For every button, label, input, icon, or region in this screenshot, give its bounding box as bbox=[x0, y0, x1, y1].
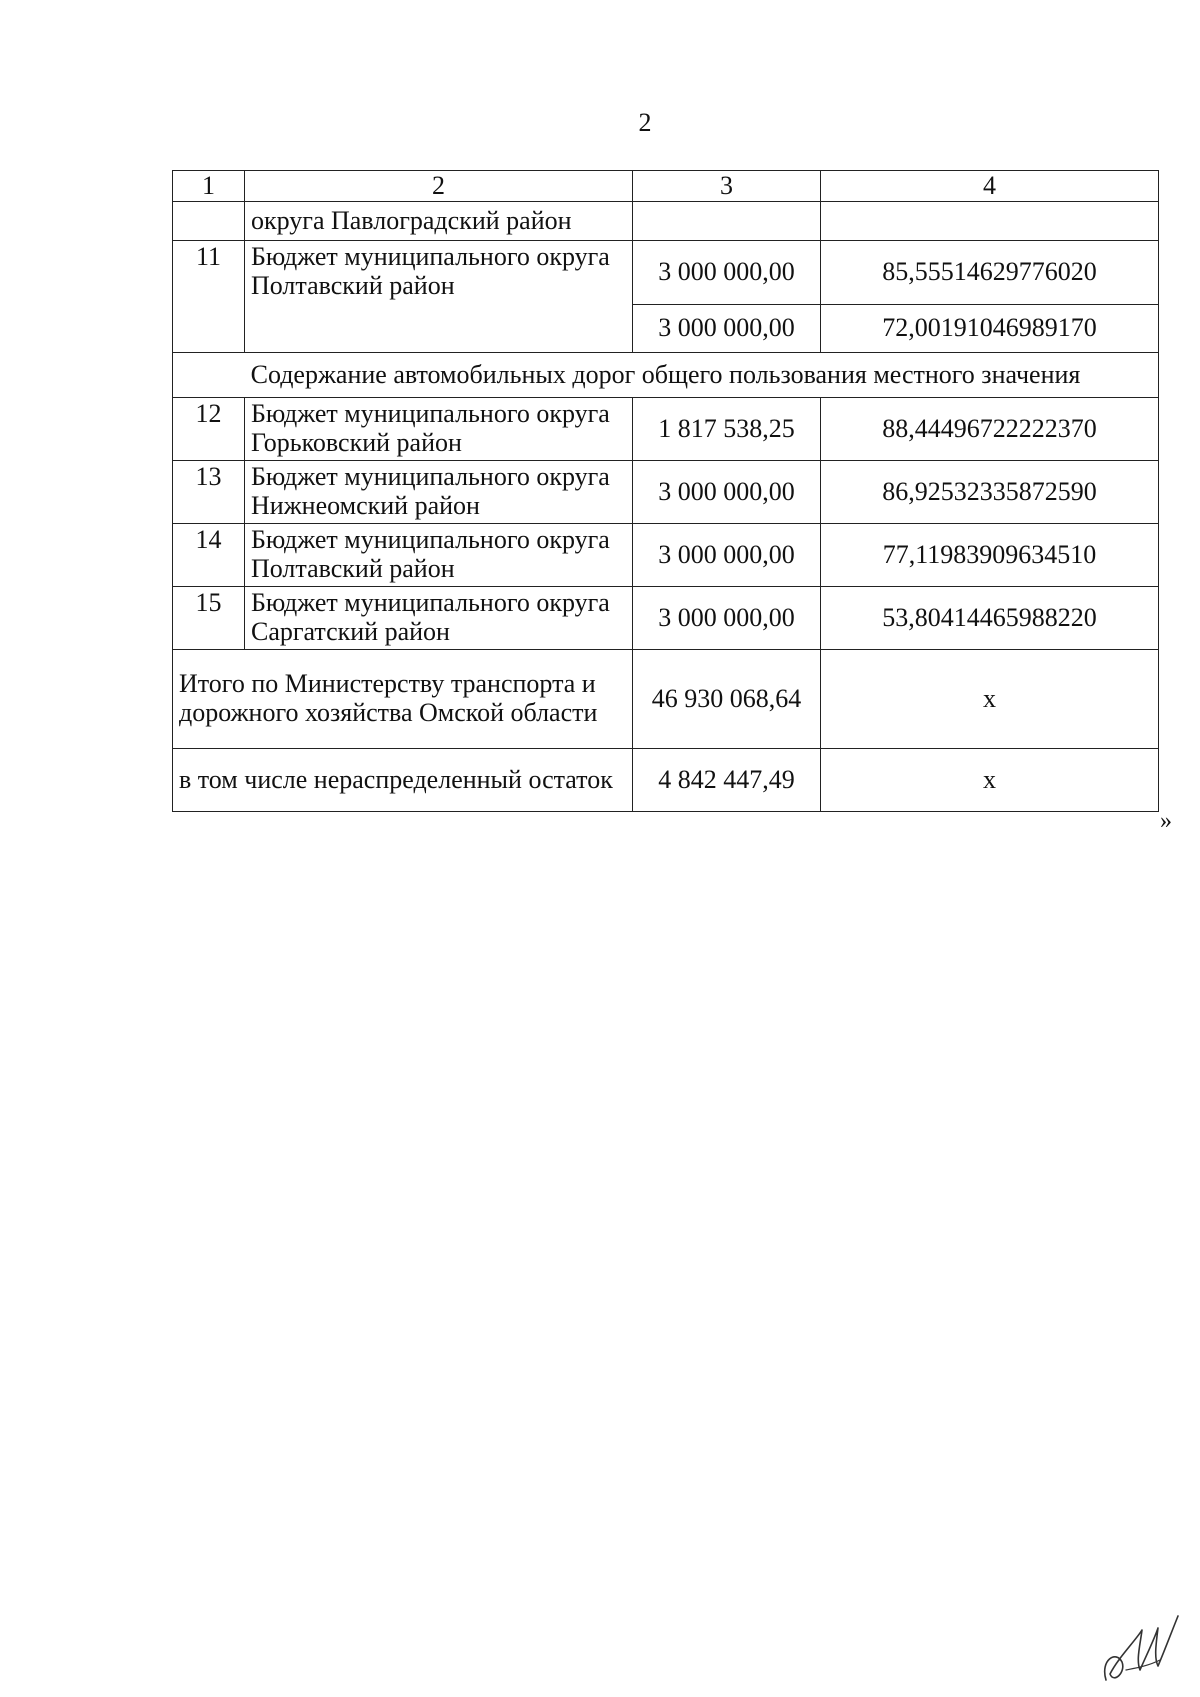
row-coefficient: 88,44496722222370 bbox=[821, 398, 1159, 461]
row-number: 12 bbox=[173, 398, 245, 461]
table-row bbox=[173, 461, 1159, 524]
remainder-amount: 4 842 447,49 bbox=[633, 749, 821, 812]
row-name: Бюджет муниципального округа Полтавский район bbox=[245, 524, 633, 587]
row-name: округа Павлоградский район bbox=[245, 202, 633, 241]
row-number bbox=[173, 202, 245, 241]
row-amount: 3 000 000,00 bbox=[633, 524, 821, 587]
row-amount: 3 000 000,00 bbox=[633, 461, 821, 524]
table-header-row bbox=[173, 171, 1159, 202]
row-name: Бюджет муниципального округа Саргатский район bbox=[245, 587, 633, 650]
total-amount: 46 930 068,64 bbox=[633, 650, 821, 749]
remainder-label: в том числе нераспределенный остаток bbox=[173, 749, 633, 812]
row-amount: 3 000 000,00 bbox=[633, 241, 821, 305]
header-col-2: 2 bbox=[245, 171, 633, 202]
signature-mark bbox=[1096, 1600, 1186, 1690]
total-x: х bbox=[821, 650, 1159, 749]
section-title: Содержание автомобильных дорог общего пользования местного значения bbox=[173, 353, 1159, 398]
header-col-3: 3 bbox=[633, 171, 821, 202]
row-coefficient: 77,11983909634510 bbox=[821, 524, 1159, 587]
row-coefficient: 85,55514629776020 bbox=[821, 241, 1159, 305]
row-name: Бюджет муниципального округа Горьковский район bbox=[245, 398, 633, 461]
row-amount bbox=[633, 202, 821, 241]
header-col-1: 1 bbox=[173, 171, 245, 202]
table-row bbox=[173, 524, 1159, 587]
row-number: 14 bbox=[173, 524, 245, 587]
row-name: Бюджет муниципального округа Полтавский район bbox=[245, 241, 633, 353]
table-row bbox=[173, 241, 1159, 305]
row-coefficient: 86,92532335872590 bbox=[821, 461, 1159, 524]
row-number: 13 bbox=[173, 461, 245, 524]
remainder-row bbox=[173, 749, 1159, 812]
header-col-4: 4 bbox=[821, 171, 1159, 202]
table-row bbox=[173, 398, 1159, 461]
total-label: Итого по Министерству транспорта и дорожного хозяйства Омской области bbox=[173, 650, 633, 749]
row-coefficient: 72,00191046989170 bbox=[821, 305, 1159, 353]
row-amount: 3 000 000,00 bbox=[633, 305, 821, 353]
table-row bbox=[173, 202, 1159, 241]
table-row bbox=[173, 587, 1159, 650]
row-coefficient: 53,80414465988220 bbox=[821, 587, 1159, 650]
budget-table bbox=[172, 170, 1159, 812]
section-row bbox=[173, 353, 1159, 398]
total-row bbox=[173, 650, 1159, 749]
page-number: 2 bbox=[638, 108, 652, 137]
row-number: 11 bbox=[173, 241, 245, 353]
remainder-x: х bbox=[821, 749, 1159, 812]
row-name: Бюджет муниципального округа Нижнеомский район bbox=[245, 461, 633, 524]
row-amount: 3 000 000,00 bbox=[633, 587, 821, 650]
row-coefficient bbox=[821, 202, 1159, 241]
row-number: 15 bbox=[173, 587, 245, 650]
row-amount: 1 817 538,25 bbox=[633, 398, 821, 461]
closing-quote: » bbox=[1160, 808, 1172, 834]
